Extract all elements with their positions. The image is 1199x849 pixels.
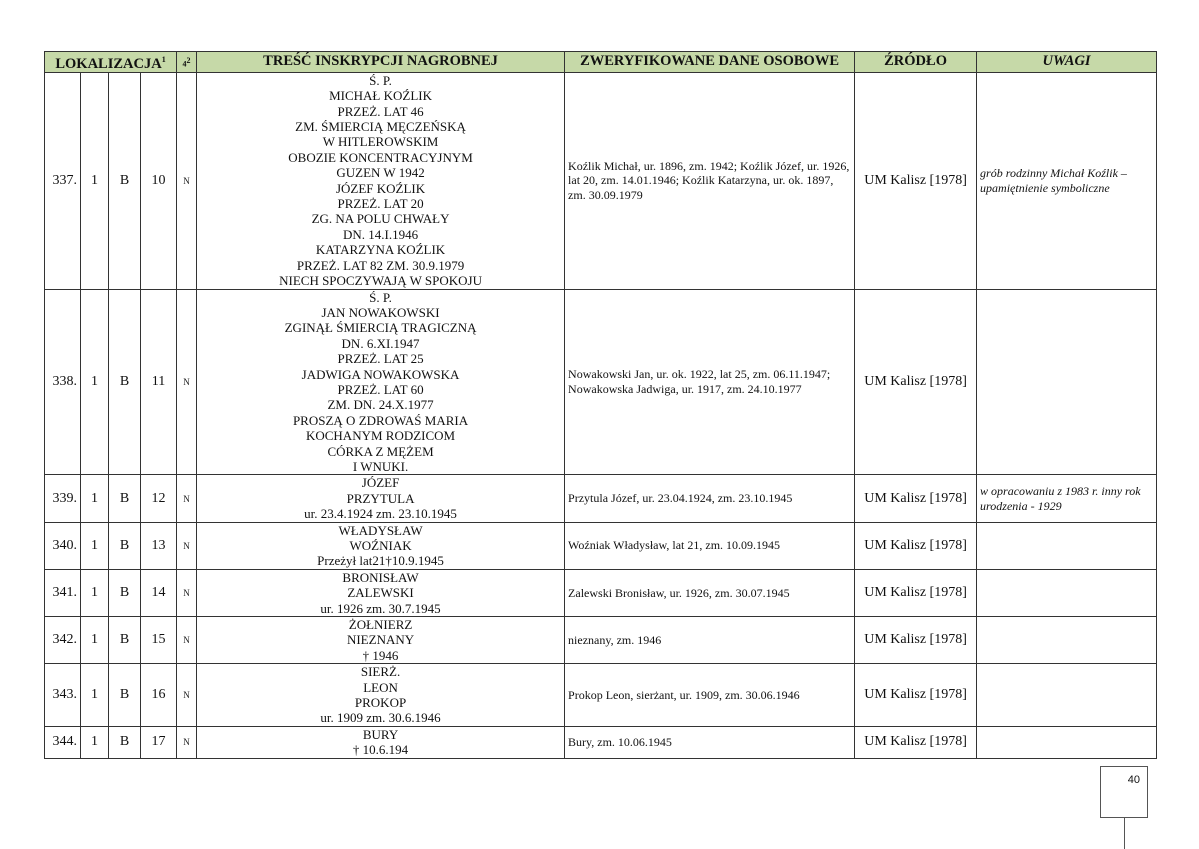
location-a: 1	[81, 726, 109, 758]
inscription-line: JADWIGA NOWAKOWSKA	[301, 366, 460, 382]
tag-cell: N	[177, 617, 197, 664]
inscription-cell	[197, 72, 565, 289]
row-number: 340.	[45, 522, 81, 569]
source-cell: UM Kalisz [1978]	[855, 522, 977, 569]
header-tresc: TREŚĆ INSKRYPCJI NAGROBNEJ	[197, 52, 565, 73]
inscription-cell	[197, 522, 565, 569]
notes-cell	[977, 522, 1157, 569]
tag-cell: N	[177, 664, 197, 727]
tag-cell: N	[177, 72, 197, 289]
inscription-line: NIECH SPOCZYWAJĄ W SPOKOJU	[279, 273, 482, 289]
inscription-line: ur. 1926 zm. 30.7.1945	[320, 600, 441, 616]
inscription-line: OBOZIE KONCENTRACYJNYM	[288, 149, 473, 165]
notes-cell	[977, 569, 1157, 616]
inscription-line: BURY	[362, 726, 399, 742]
location-a: 1	[81, 72, 109, 289]
location-b: B	[109, 72, 141, 289]
location-b: B	[109, 617, 141, 664]
source-cell: UM Kalisz [1978]	[855, 72, 977, 289]
location-a: 1	[81, 617, 109, 664]
inscription-line: DN. 14.I.1946	[342, 226, 419, 242]
row-number: 339.	[45, 475, 81, 522]
location-b: B	[109, 475, 141, 522]
row-number: 344.	[45, 726, 81, 758]
inscription-cell	[197, 289, 565, 475]
inscription-line: PRZEŻ. LAT 60	[337, 381, 424, 397]
page-number-rule	[1124, 817, 1125, 849]
location-b: B	[109, 289, 141, 475]
inscription-line: W HITLEROWSKIM	[322, 134, 439, 150]
inscription-line: ZALEWSKI	[347, 585, 414, 601]
inscription-line: PROKOP	[354, 695, 407, 711]
source-cell: UM Kalisz [1978]	[855, 664, 977, 727]
row-number: 337.	[45, 72, 81, 289]
notes-cell: w opracowaniu z 1983 r. inny rok urodzenia - 1929	[977, 475, 1157, 522]
register-table	[44, 51, 1157, 759]
table-row	[45, 617, 1157, 664]
inscription-line: Ś. P.	[369, 72, 392, 88]
inscription-cell	[197, 475, 565, 522]
inscription-line: KOCHANYM RODZICOM	[305, 428, 456, 444]
tag-cell: N	[177, 522, 197, 569]
location-a: 1	[81, 569, 109, 616]
inscription-cell	[197, 569, 565, 616]
inscription-line: JAN NOWAKOWSKI	[321, 304, 440, 320]
inscription-line: ZGINĄŁ ŚMIERCIĄ TRAGICZNĄ	[284, 320, 477, 336]
inscription-line: WŁADYSŁAW	[338, 522, 423, 538]
source-cell: UM Kalisz [1978]	[855, 289, 977, 475]
tag-cell: N	[177, 289, 197, 475]
page-number-box	[1100, 766, 1148, 818]
inscription-line: DN. 6.XI.1947	[341, 335, 420, 351]
verified-data-cell: Przytula Józef, ur. 23.04.1924, zm. 23.10.1945	[565, 475, 855, 522]
header-row	[45, 52, 1157, 73]
inscription-cell	[197, 664, 565, 727]
header-zrodlo: ŹRÓDŁO	[855, 52, 977, 73]
source-cell: UM Kalisz [1978]	[855, 617, 977, 664]
location-c: 17	[141, 726, 177, 758]
location-b: B	[109, 664, 141, 727]
header-uwagi: UWAGI	[977, 52, 1157, 73]
inscription-line: PRZEŻ. LAT 20	[337, 196, 424, 212]
inscription-line: PRZEŻ. LAT 82 ZM. 30.9.1979	[296, 257, 465, 273]
location-c: 10	[141, 72, 177, 289]
inscription-line: PRZYTULA	[346, 490, 415, 506]
location-c: 13	[141, 522, 177, 569]
inscription-line: ur. 23.4.1924 zm. 23.10.1945	[304, 506, 457, 522]
inscription-line: PROSZĄ O ZDROWAŚ MARIA	[292, 412, 469, 428]
notes-cell	[977, 289, 1157, 475]
location-a: 1	[81, 664, 109, 727]
inscription-line: ZM. DN. 24.X.1977	[327, 397, 434, 413]
inscription-line: Przeżył lat21†10.9.1945	[317, 553, 444, 569]
verified-data-cell: Zalewski Bronisław, ur. 1926, zm. 30.07.1945	[565, 569, 855, 616]
table-row	[45, 475, 1157, 522]
location-a: 1	[81, 522, 109, 569]
header-tag: $4^2$	[177, 52, 197, 73]
notes-cell	[977, 726, 1157, 758]
inscription-line: NIEZNANY	[346, 632, 415, 648]
inscription-line: I WNUKI.	[352, 458, 409, 474]
tag-cell: N	[177, 726, 197, 758]
location-c: 15	[141, 617, 177, 664]
source-cell: UM Kalisz [1978]	[855, 569, 977, 616]
inscription-line: † 10.6.194	[352, 742, 409, 758]
location-c: 16	[141, 664, 177, 727]
table-row	[45, 522, 1157, 569]
inscription-line: Ś. P.	[369, 289, 392, 305]
inscription-line: WOŹNIAK	[349, 538, 412, 554]
inscription-line: LEON	[363, 679, 398, 695]
inscription-line: PRZEŻ. LAT 25	[337, 351, 424, 367]
inscription-line: ZG. NA POLU CHWAŁY	[311, 211, 450, 227]
tag-cell: N	[177, 569, 197, 616]
inscription-line: GUZEN W 1942	[336, 165, 425, 181]
location-b: B	[109, 569, 141, 616]
inscription-line: ur. 1909 zm. 30.6.1946	[320, 710, 441, 726]
tag-cell: N	[177, 475, 197, 522]
location-c: 14	[141, 569, 177, 616]
table-row	[45, 664, 1157, 727]
inscription-line: ŻOŁNIERZ	[348, 617, 413, 633]
verified-data-cell: Nowakowski Jan, ur. ok. 1922, lat 25, zm. 06.11.1947; Nowakowska Jadwiga, ur. 1917, zm. 24.10.1977	[565, 289, 855, 475]
inscription-line: SIERŻ.	[360, 664, 401, 680]
verified-data-cell: Woźniak Władysław, lat 21, zm. 10.09.1945	[565, 522, 855, 569]
verified-data-cell: Koźlik Michał, ur. 1896, zm. 1942; Koźlik Józef, ur. 1926, lat 20, zm. 14.01.1946; Koźlik Katarzyna, ur. ok. 1897, zm. 30.09.1979	[565, 72, 855, 289]
verified-data-cell: nieznany, zm. 1946	[565, 617, 855, 664]
inscription-line: CÓRKA Z MĘŻEM	[327, 443, 434, 459]
location-a: 1	[81, 475, 109, 522]
row-number: 341.	[45, 569, 81, 616]
location-a: 1	[81, 289, 109, 475]
verified-data-cell: Bury, zm. 10.06.1945	[565, 726, 855, 758]
inscription-cell	[197, 617, 565, 664]
source-cell: UM Kalisz [1978]	[855, 726, 977, 758]
page-number: 40	[1127, 774, 1140, 786]
location-b: B	[109, 522, 141, 569]
inscription-line: ZM. ŚMIERCIĄ MĘCZEŃSKĄ	[295, 119, 466, 135]
notes-cell	[977, 617, 1157, 664]
table-row	[45, 72, 1157, 289]
row-number: 338.	[45, 289, 81, 475]
notes-cell: grób rodzinny Michał Koźlik – upamiętnienie symboliczne	[977, 72, 1157, 289]
header-dane: ZWERYFIKOWANE DANE OSOBOWE	[565, 52, 855, 73]
inscription-line: BRONISŁAW	[342, 569, 419, 585]
verified-data-cell: Prokop Leon, sierżant, ur. 1909, zm. 30.06.1946	[565, 664, 855, 727]
inscription-line: † 1946	[362, 647, 399, 663]
row-number: 342.	[45, 617, 81, 664]
location-c: 12	[141, 475, 177, 522]
table-row	[45, 569, 1157, 616]
inscription-line: PRZEŻ. LAT 46	[337, 103, 424, 119]
header-lokalizacja: LOKALIZACJA$^1$	[45, 52, 177, 73]
location-c: 11	[141, 289, 177, 475]
table-row	[45, 289, 1157, 475]
row-number: 343.	[45, 664, 81, 727]
inscription-line: KATARZYNA KOŹLIK	[315, 242, 446, 258]
inscription-cell	[197, 726, 565, 758]
notes-cell	[977, 664, 1157, 727]
table-row	[45, 726, 1157, 758]
inscription-line: JÓZEF	[361, 475, 400, 491]
location-b: B	[109, 726, 141, 758]
source-cell: UM Kalisz [1978]	[855, 475, 977, 522]
table-body	[45, 72, 1157, 758]
inscription-line: MICHAŁ KOŹLIK	[329, 88, 432, 104]
inscription-line: JÓZEF KOŹLIK	[335, 180, 426, 196]
